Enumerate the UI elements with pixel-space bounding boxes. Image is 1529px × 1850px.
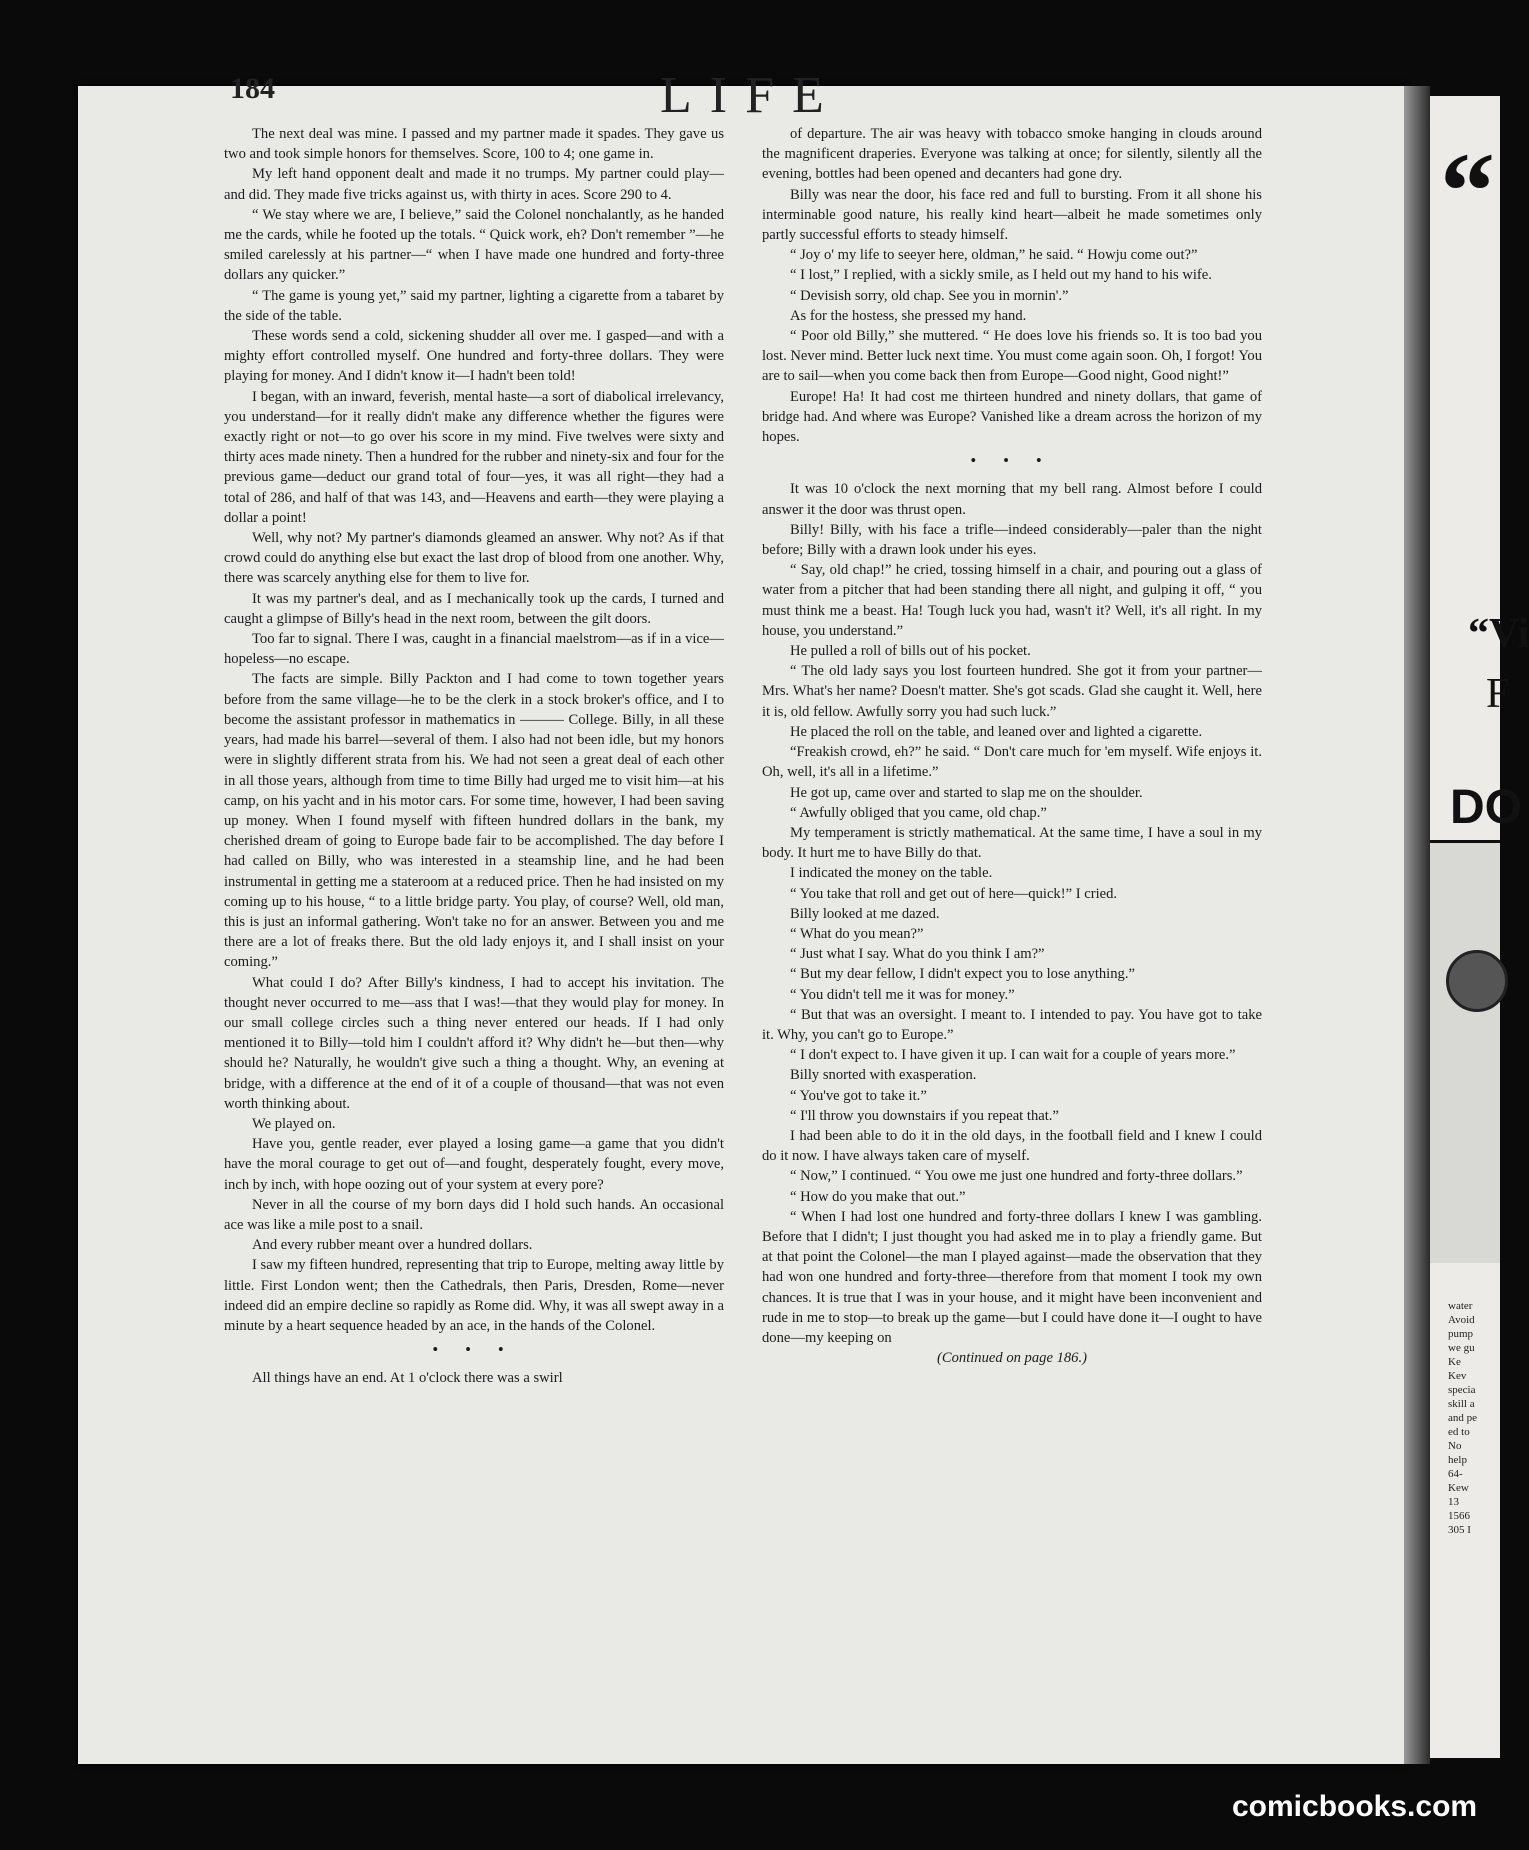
ad-medal-icon — [1446, 950, 1508, 1012]
left-column-last-line: All things have an end. At 1 o'clock there was a swirl — [252, 1370, 563, 1387]
right-column-bottom-paragraph: “ You take that roll and get out of here—quick!” I cried. — [790, 885, 1118, 902]
page-gutter — [1404, 86, 1430, 1764]
right-column-top-paragraph: Europe! Ha! It had cost me thirteen hundred and ninety dollars, that game of bridge had. And where was Europe? Vanished like a dream across the horizon of my hopes. — [762, 388, 1262, 446]
ad-fine-print-line: Ke — [1448, 1356, 1461, 1368]
magazine-title: LIFE — [660, 67, 842, 124]
left-column-paragraphs — [224, 124, 724, 1336]
right-column-bottom-paragraph: “ I'll throw you downstairs if you repeat that.” — [790, 1107, 1059, 1124]
right-column-bottom-paragraph: “ You didn't tell me it was for money.” — [790, 986, 1015, 1003]
right-column-bottom-paragraph: “ Awfully obliged that you came, old chap.” — [790, 804, 1047, 821]
right-column-bottom-paragraph: “Freakish crowd, eh?” he said. “ Don't care much for 'em myself. Wife enjoys it. Oh, well, it's all in a lifetime.” — [762, 744, 1262, 781]
right-column-bottom-paragraph: “ The old lady says you lost fourteen hundred. She got it from your partner—Mrs. What's her name? Doesn't matter. She's got scads. Glad she caught it. Well, here it is, old fellow. Awfully sorry you had such luck.” — [762, 663, 1262, 720]
ad-subhead-fragment: F — [1486, 671, 1510, 717]
right-column-top-paragraph: of departure. The air was heavy with tobacco smoke hanging in clouds around the magnificent draperies. Everyone was talking at once; for silently, silently all the evening, bottles had been opened and decanters had gone dry. — [762, 126, 1262, 183]
left-column-paragraph: It was my partner's deal, and as I mechanically took up the cards, I turned and caught a glimpse of Billy's head in the next room, between the gilt doors. — [224, 590, 724, 627]
right-column-bottom-paragraph: “ Say, old chap!” he cried, tossing himself in a chair, and pouring out a glass of water from a pitcher that had been standing there all night, and gulping it off, “ you must think me a beast. Ha! Tough luck you had, wasn't it? Well, it's all right. In my house, you understand.” — [762, 562, 1262, 639]
ad-fine-print-line: help — [1448, 1454, 1467, 1466]
section-separator-left: • • • — [432, 1342, 516, 1359]
left-column — [224, 124, 724, 1389]
page-number: 184 — [230, 72, 275, 105]
right-column-top-paragraph: “ Poor old Billy,” she muttered. “ He does love his friends so. It is too bad you lost. Never mind. Better luck next time. You must come again soon. Oh, I forgot! You are to sail—when you come back then from Europe—Good night, Good night!” — [762, 328, 1262, 385]
right-column-bottom-paragraph: Billy snorted with exasperation. — [790, 1067, 977, 1084]
right-column-bottom-paragraph: “ I don't expect to. I have given it up. I can wait for a couple of years more.” — [790, 1047, 1236, 1064]
right-column-bottom-paragraphs — [762, 479, 1262, 1348]
ad-fine-print-line: water — [1448, 1300, 1473, 1312]
ad-open-quote: “ — [1440, 130, 1495, 252]
ad-brand-fragment: DO — [1450, 781, 1522, 834]
ad-illustration-box — [1430, 840, 1500, 1263]
ad-fine-print-line: 13 — [1448, 1496, 1459, 1508]
right-column-bottom-paragraph: “ But that was an oversight. I meant to. I intended to pay. You have got to take it. Why, you can't go to Europe.” — [762, 1006, 1262, 1043]
ad-fine-print-line: ed to — [1448, 1426, 1470, 1438]
left-column-paragraph: My left hand opponent dealt and made it no trumps. My partner could play—and did. They made five tricks against us, with thirty in aces. Score 290 to 4. — [224, 166, 724, 203]
left-column-paragraph: And every rubber meant over a hundred dollars. — [252, 1237, 533, 1254]
left-column-paragraph: Well, why not? My partner's diamonds gleamed an answer. Why not? As if that crowd could do anything else but exact the last drop of blood from one another. Why, there was scarcely anything else for them to live for. — [224, 530, 724, 587]
continued-note: (Continued on page 186.) — [937, 1350, 1087, 1367]
ad-fine-print-line: 64- — [1448, 1468, 1463, 1480]
ad-fine-print-line: 1566 — [1448, 1510, 1470, 1522]
left-column-paragraph: “ We stay where we are, I believe,” said the Colonel nonchalantly, as he handed me the cards, while he footed up the totals. “ Quick work, eh? Don't remember ”—he smiled carelessly at his partner—“ when I have made one hundred and forty-three dollars any quicker.” — [224, 206, 724, 284]
left-column-paragraph: We played on. — [252, 1115, 336, 1132]
right-column-bottom-paragraph: He placed the roll on the table, and leaned over and lighted a cigarette. — [790, 723, 1203, 740]
right-column-top-paragraph: “ I lost,” I replied, with a sickly smile, as I held out my hand to his wife. — [790, 267, 1212, 284]
section-separator-right: • • • — [970, 453, 1054, 470]
right-column-top-paragraph: “ Devisish sorry, old chap. See you in mornin'.” — [790, 287, 1069, 304]
left-column-paragraph: Never in all the course of my born days did I hold such hands. An occasional ace was like a mile post to a snail. — [224, 1196, 724, 1233]
site-watermark: comicbooks.com — [1232, 1790, 1478, 1823]
ad-fine-print-line: Kev — [1448, 1370, 1467, 1382]
right-column-bottom-paragraph: I had been able to do it in the old days, in the football field and I knew I could do it now. I have always taken care of myself. — [762, 1127, 1262, 1165]
right-column-bottom-paragraph: “ But my dear fellow, I didn't expect you to lose anything.” — [790, 966, 1135, 983]
ad-fine-print-line: 305 I — [1448, 1524, 1471, 1536]
left-column-paragraph: Too far to signal. There I was, caught in a financial maelstrom—as if in a vice—hopeless—no escape. — [224, 631, 724, 668]
right-column — [762, 124, 1262, 1368]
left-column-paragraph: The next deal was mine. I passed and my partner made it spades. They gave us two and took simple honors for themselves. Score, 100 to 4; one game in. — [224, 126, 724, 163]
right-column-bottom-paragraph: “ What do you mean?” — [790, 925, 924, 942]
ad-fine-print-line: skill a — [1448, 1398, 1475, 1410]
right-column-bottom-paragraph: I indicated the money on the table. — [790, 865, 993, 882]
right-column-top-paragraph: Billy was near the door, his face red and full to bursting. From it all shone his interminable good nature, his really kind heart—albeit he made sometimes only partly successful efforts to steady himself. — [762, 186, 1262, 244]
ad-fine-print-line: Kew — [1448, 1482, 1469, 1494]
ad-fine-print-line: pump — [1448, 1328, 1474, 1340]
right-column-bottom-paragraph: “ When I had lost one hundred and forty-three dollars I knew I was gambling. Before that I didn't; I just thought you had asked me in to play a friendly game. But at that point the Colonel—the man I played against—made the observation that they had won one hundred and forty-three—therefore from that moment I took my own chances. It is true that I was in your house, and it might have been inconvenient and rude in me to stop—to break up the game—but I could have done it—I ought to have done—my keeping on — [762, 1208, 1262, 1346]
right-column-top-paragraph: As for the hostess, she pressed my hand. — [790, 307, 1027, 324]
left-column-paragraph: These words send a cold, sickening shudder all over me. I gasped—and with a mighty effort controlled myself. One hundred and forty-three dollars. They were playing for money. And I didn't know it—I hadn't been told! — [224, 328, 724, 385]
right-column-bottom-paragraph: Billy! Billy, with his face a trifle—indeed considerably—paler than the night before; Billy with a drawn look under his eyes. — [762, 521, 1262, 559]
left-column-paragraph: I saw my fifteen hundred, representing that trip to Europe, melting away little by little. First London went; then the Cathedrals, then Paris, Dresden, Rome—never indeed did an empire decline so rapidly as Rome did. Why, it was all swept away in a minute by a heart sequence headed by an ace, in the hands of the Colonel. — [224, 1257, 724, 1334]
left-column-paragraph: “ The game is young yet,” said my partner, lighting a cigarette from a tabaret by the side of the table. — [224, 287, 724, 324]
right-column-bottom-paragraph: “ How do you make that out.” — [790, 1188, 966, 1205]
right-column-bottom-paragraph: He pulled a roll of bills out of his pocket. — [790, 643, 1031, 660]
ad-fine-print-line: and pe — [1448, 1412, 1478, 1424]
right-column-top-paragraph: “ Joy o' my life to seeyer here, oldman,” he said. “ Howju come out?” — [790, 247, 1198, 264]
right-column-bottom-paragraph: “ Now,” I continued. “ You owe me just one hundred and forty-three dollars.” — [790, 1168, 1243, 1185]
ad-fine-print-line: specia — [1448, 1384, 1476, 1396]
ad-headline-fragment: “Vi — [1468, 611, 1529, 657]
left-column-paragraph: I began, with an inward, feverish, mental haste—a sort of diabolical irrelevancy, you understand—for it really didn't make any difference whether the figures were exactly right or not—to go over his score in my mind. Five twelves were sixty and thirty aces made ninety. Then a hundred for the rubber and ninety-six and four for the previous game—deduct our grand total of four—yes, it was all right—they had a total of 286, and half of that was 143, and—Heavens and earth—they were playing a dollar a point! — [224, 388, 724, 526]
left-column-paragraph: The facts are simple. Billy Packton and I had come to town together years before from the same village—he to be the clerk in a stock broker's office, and I to become the assistant professor in mathematics in ——— College. Billy, in all these years, had made his barrel—several of them. I also had not been idle, but my honors were in slightly different strata from his. We had not seen a great deal of each other in all those years, although from time to time Billy had urged me to visit him—at his camp, on his yacht and in his motor cars. For some time, however, I had been saving up money. When I found myself with fifteen hundred dollars in the bank, my cherished dream of going to Europe bade fair to be accomplished. The day before I had called on Billy, who was interested in a steamship line, and he had been instrumental in getting me a stateroom at a reduced price. Then he had insisted on my coming up to his house, “ to a little bridge party. You play, of course? Well, old man, this is just an informal gathering. Won't take no for an answer. Between you and me there are a lot of freaks there. But the old lady enjoys it, and I shall insist on your coming.” — [224, 671, 724, 971]
right-column-bottom-paragraph: “ Just what I say. What do you think I am?” — [790, 946, 1045, 963]
ad-fine-print-line: No — [1448, 1440, 1462, 1452]
right-column-bottom-paragraph: My temperament is strictly mathematical. At the same time, I have a soul in my body. It hurt me to have Billy do that. — [762, 824, 1262, 862]
right-column-bottom-paragraph: He got up, came over and started to slap me on the shoulder. — [790, 784, 1143, 801]
ad-fine-print-line: Avoid — [1448, 1314, 1475, 1326]
ad-fine-print-line: we gu — [1448, 1342, 1475, 1354]
left-column-paragraph: What could I do? After Billy's kindness, I had to accept his invitation. The thought never occurred to me—ass that I was!—that they would play for money. In our small college circles such a thing never entered our heads. If I had only mentioned it to Billy—told him I couldn't afford it? Why didn't he—but then—why should he? Naturally, he wouldn't give such a thing a thought. Why, an evening at bridge, with a difference at the end of it of a couple of thousand—that was not even worth thinking about. — [224, 974, 724, 1112]
right-column-bottom-paragraph: “ You've got to take it.” — [790, 1087, 927, 1104]
left-column-paragraph: Have you, gentle reader, ever played a losing game—a game that you didn't have the moral courage to get out of—and fought, desperately fought, every move, inch by inch, with hope oozing out of your system at every pore? — [224, 1136, 724, 1193]
right-column-top-paragraphs — [762, 124, 1262, 447]
right-column-bottom-paragraph: It was 10 o'clock the next morning that my bell rang. Almost before I could answer it the door was thrust open. — [762, 481, 1262, 518]
right-column-bottom-paragraph: Billy looked at me dazed. — [790, 905, 940, 922]
